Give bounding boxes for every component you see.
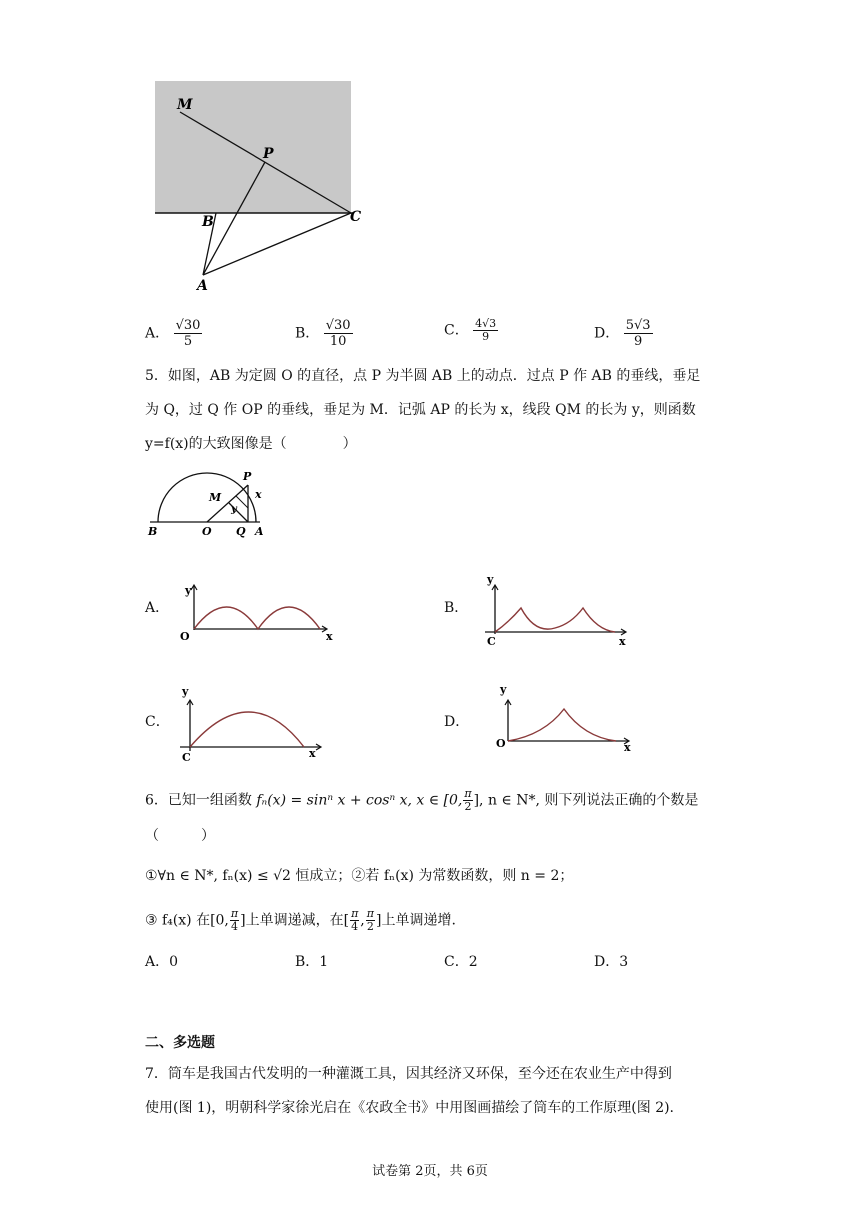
label-p: P	[263, 146, 274, 162]
q4-option-a	[145, 318, 202, 349]
q6-stmt3-d: ]上单调递增.	[375, 912, 456, 929]
q6-stmt3-c: ,	[360, 912, 365, 929]
q4-option-c-label: C．	[444, 322, 469, 339]
origin-label: O	[180, 630, 190, 643]
label-b: B	[202, 214, 214, 230]
fig5-label-o: O	[202, 525, 212, 538]
page-footer: 试卷第 2页，共 6页	[372, 1164, 488, 1179]
q6-stmt3-b: ]上单调递减，在[	[240, 912, 350, 929]
q5-line-2: 为 Q，过 Q 作 OP 的垂线，垂足为 M．记弧 AP 的长为 x，线段 QM 的长为 y，则函数	[145, 402, 696, 418]
curve	[194, 607, 320, 629]
q5-option-d-graph	[488, 683, 638, 753]
q6-stmt3-frac1b-den: 4	[351, 920, 359, 933]
q4-option-b-label: B．	[295, 325, 320, 342]
segment-ac	[203, 213, 351, 275]
q4-option-b	[295, 318, 353, 349]
q5-option-c-graph	[170, 683, 340, 763]
y-label: y	[487, 573, 494, 586]
q5-option-b-label: B．	[444, 600, 469, 616]
q6-pi-den: 2	[464, 800, 472, 813]
origin-label: O	[496, 737, 506, 750]
curve	[190, 712, 304, 747]
origin-label: C	[487, 635, 496, 647]
segment-m-to-q	[236, 496, 248, 508]
q4-option-d-den: 9	[633, 334, 643, 349]
q4-figure	[145, 75, 375, 295]
q4-option-d	[594, 318, 653, 349]
q6-option-a: A．0	[145, 954, 179, 970]
q4-option-a-num: √30	[175, 318, 201, 333]
label-m: M	[177, 97, 193, 113]
q6-statement-1-2: ①∀n ∈ N*, fₙ(x) ≤ √2 恒成立；②若 fₙ(x) 为常数函数，则 n = 2；	[145, 868, 574, 884]
x-label: x	[624, 741, 631, 753]
y-label: y	[185, 584, 192, 597]
fig5-label-p: P	[243, 470, 252, 483]
q6-line-1	[145, 788, 698, 813]
curve	[495, 608, 615, 632]
q5-option-b-graph	[475, 572, 635, 647]
fig5-label-x: x	[255, 488, 262, 501]
q6-option-d: D．3	[594, 954, 629, 970]
q5-option-d-label: D．	[444, 714, 470, 730]
q4-option-a-den: 5	[183, 334, 193, 349]
q4-option-a-label: A．	[145, 325, 170, 342]
q6-stmt3-frac2-num: π	[366, 907, 374, 920]
curve	[508, 709, 616, 741]
fig5-label-b: B	[148, 525, 158, 538]
q6-option-b: B．1	[295, 954, 329, 970]
q6-stmt3-a: ③ f₄(x) 在[0,	[145, 912, 229, 929]
fig5-label-y: y	[231, 504, 237, 515]
q7-line-1: 7．筒车是我国古代发明的一种灌溉工具，因其经济又环保，至今还在农业生产中得到	[145, 1066, 672, 1082]
label-a: A	[197, 278, 208, 294]
q4-option-c-den: 9	[482, 330, 490, 343]
fig5-label-a: A	[255, 525, 264, 538]
label-c: C	[350, 209, 362, 225]
q6-prefix: 6．已知一组函数	[145, 792, 257, 809]
section-title-multiple-choice: 二、多选题	[145, 1035, 215, 1051]
q6-pi-num: π	[464, 787, 472, 800]
q6-stmt3-frac1b-num: π	[351, 907, 359, 920]
q6-stmt3-frac2-den: 2	[366, 920, 374, 933]
q4-option-d-label: D．	[594, 325, 620, 342]
q6-statement-3	[145, 908, 456, 933]
q5-option-a-label: A．	[145, 600, 170, 616]
q7-line-2: 使用(图 1)，明朝科学家徐光启在《农政全书》中用图画描绘了筒车的工作原理(图 2).	[145, 1100, 675, 1116]
q6-suffix: ], n ∈ N*, 则下列说法正确的个数是	[473, 792, 699, 809]
q6-paren: （ ）	[145, 828, 215, 844]
q4-option-b-den: 10	[329, 334, 347, 349]
y-label: y	[500, 683, 507, 696]
fig5-label-m: M	[209, 491, 222, 504]
q5-line-3: y=f(x)的大致图像是（ ）	[145, 436, 357, 452]
q6-option-c: C．2	[444, 954, 478, 970]
x-label: x	[326, 630, 333, 643]
x-label: x	[309, 747, 316, 760]
q6-stmt3-frac-num: π	[230, 907, 239, 920]
q5-figure	[140, 465, 280, 545]
origin-label: C	[182, 751, 191, 763]
x-label: x	[619, 635, 626, 647]
q5-option-a-graph	[172, 580, 342, 645]
q5-line-1: 5．如图，AB 为定圆 O 的直径，点 P 为半圆 AB 上的动点．过点 P 作 AB 的垂线，垂足	[145, 368, 701, 384]
q4-option-b-num: √30	[325, 318, 351, 333]
q4-option-c-num: 4√3	[475, 317, 497, 330]
q6-stmt3-frac-den: 4	[231, 920, 238, 933]
q6-function: fₙ(x) = sinⁿ x + cosⁿ x, x ∈ [0,	[256, 792, 463, 809]
q4-option-c	[444, 318, 498, 343]
fig5-label-q: Q	[236, 525, 246, 538]
q5-option-c-label: C．	[145, 714, 170, 730]
q4-option-d-num: 5√3	[625, 318, 651, 333]
y-label: y	[182, 685, 189, 698]
